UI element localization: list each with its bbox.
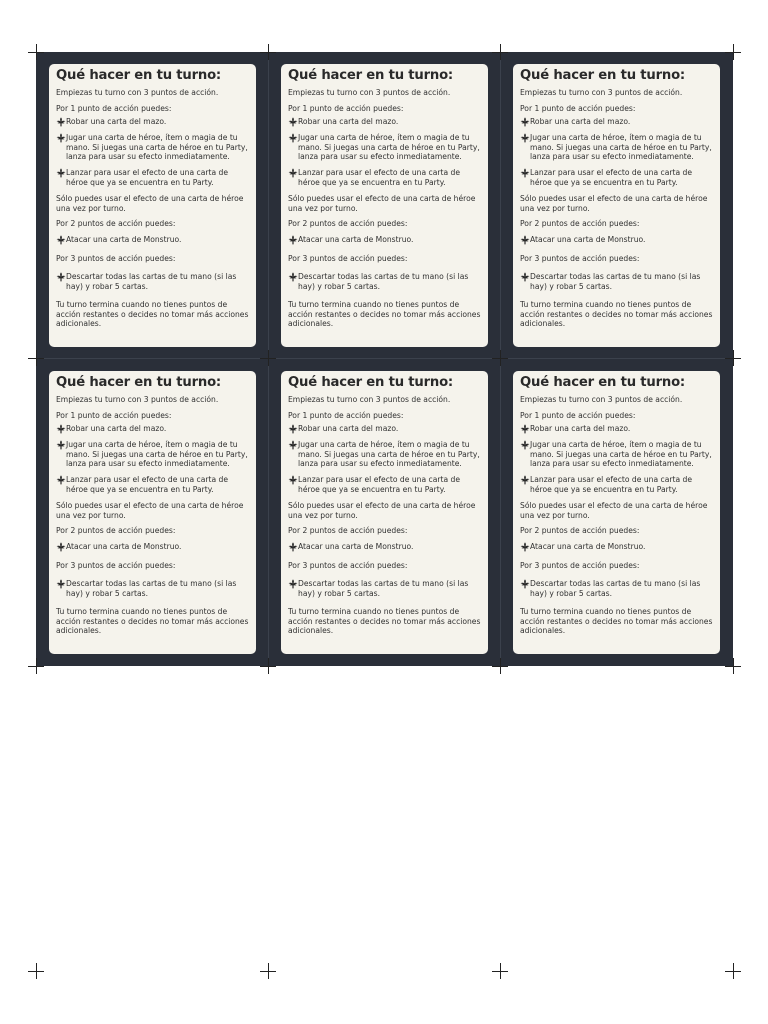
list-item <box>288 579 481 598</box>
list-item-text: Robar una carta del mazo. <box>530 117 631 127</box>
fleur-de-lis-icon <box>56 475 66 485</box>
fleur-de-lis-icon <box>56 117 66 127</box>
fleur-de-lis-icon <box>520 235 530 245</box>
intro-text: Empiezas tu turno con 3 puntos de acción. <box>56 88 219 97</box>
three-points-heading: Por 3 puntos de acción puedes: <box>56 560 176 570</box>
crop-mark-icon <box>260 350 276 366</box>
list-item <box>56 168 249 187</box>
two-points-heading: Por 2 puntos de acción puedes: <box>56 219 176 229</box>
intro-text: Empiezas tu turno con 3 puntos de acción. <box>520 395 683 404</box>
list-item-text: Descartar todas las cartas de tu mano (si las hay) y robar 5 cartas. <box>298 579 469 598</box>
rule-card <box>49 371 256 654</box>
fleur-de-lis-icon <box>56 440 66 450</box>
fleur-de-lis-icon <box>288 424 298 434</box>
rule-card <box>513 371 720 654</box>
fleur-de-lis-icon <box>288 579 298 589</box>
fleur-de-lis-icon <box>520 475 530 485</box>
fleur-de-lis-icon <box>56 542 66 552</box>
one-point-heading: Por 1 punto de acción puedes: <box>56 103 172 113</box>
rule-card <box>281 371 488 654</box>
list-item-text: Atacar una carta de Monstruo. <box>66 542 182 552</box>
intro-text: Empiezas tu turno con 3 puntos de acción. <box>288 88 451 97</box>
fleur-de-lis-icon <box>56 133 66 143</box>
three-points-heading: Por 3 puntos de acción puedes: <box>288 253 408 263</box>
fleur-de-lis-icon <box>520 117 530 127</box>
list-item <box>56 133 249 162</box>
list-item <box>520 235 713 245</box>
once-per-turn-note: Sólo puedes usar el efecto de una carta de héroe una vez por turno. <box>520 193 708 213</box>
once-per-turn-note: Sólo puedes usar el efecto de una carta de héroe una vez por turno. <box>56 193 244 213</box>
list-item-text: Jugar una carta de héroe, ítem o magia de tu mano. Si juegas una carta de héroe en tu Party, lanza para usar su efecto inmediatamente. <box>298 440 480 469</box>
fleur-de-lis-icon <box>288 117 298 127</box>
fleur-de-lis-icon <box>288 235 298 245</box>
card-title: Qué hacer en tu turno: <box>288 68 454 83</box>
closing-text: Tu turno termina cuando no tienes puntos de acción restantes o decides no tomar más acciones adicionales. <box>520 607 713 636</box>
crop-mark-icon <box>725 658 741 674</box>
list-item-text: Jugar una carta de héroe, ítem o magia de tu mano. Si juegas una carta de héroe en tu Party, lanza para usar su efecto inmediatamente. <box>298 133 480 162</box>
fleur-de-lis-icon <box>56 235 66 245</box>
closing-text: Tu turno termina cuando no tienes puntos de acción restantes o decides no tomar más acciones adicionales. <box>56 300 249 329</box>
card-title: Qué hacer en tu turno: <box>56 68 222 83</box>
list-item <box>520 440 713 469</box>
fleur-de-lis-icon <box>520 440 530 450</box>
list-item-text: Robar una carta del mazo. <box>66 117 167 127</box>
list-item-text: Robar una carta del mazo. <box>298 117 399 127</box>
crop-mark-icon <box>260 963 276 979</box>
card-title: Qué hacer en tu turno: <box>520 68 686 83</box>
card-title: Qué hacer en tu turno: <box>56 375 222 390</box>
list-item-text: Jugar una carta de héroe, ítem o magia de tu mano. Si juegas una carta de héroe en tu Party, lanza para usar su efecto inmediatamente. <box>66 440 248 469</box>
rule-card <box>513 64 720 347</box>
list-item-text: Atacar una carta de Monstruo. <box>530 542 646 552</box>
fleur-de-lis-icon <box>288 440 298 450</box>
closing-text: Tu turno termina cuando no tienes puntos de acción restantes o decides no tomar más acciones adicionales. <box>288 607 481 636</box>
list-item <box>520 133 713 162</box>
list-item <box>520 579 713 598</box>
list-item-text: Jugar una carta de héroe, ítem o magia de tu mano. Si juegas una carta de héroe en tu Party, lanza para usar su efecto inmediatamente. <box>530 133 712 162</box>
fleur-de-lis-icon <box>56 168 66 178</box>
list-item <box>56 579 249 598</box>
one-point-heading: Por 1 punto de acción puedes: <box>288 103 404 113</box>
intro-text: Empiezas tu turno con 3 puntos de acción. <box>56 395 219 404</box>
crop-mark-icon <box>725 350 741 366</box>
list-item <box>56 117 249 127</box>
one-point-heading: Por 1 punto de acción puedes: <box>288 410 404 420</box>
list-item-text: Robar una carta del mazo. <box>530 424 631 434</box>
crop-mark-icon <box>28 350 44 366</box>
list-item-text: Lanzar para usar el efecto de una carta de héroe que ya se encuentra en tu Party. <box>530 168 693 187</box>
three-points-heading: Por 3 puntos de acción puedes: <box>520 253 640 263</box>
one-point-heading: Por 1 punto de acción puedes: <box>520 410 636 420</box>
crop-mark-icon <box>28 963 44 979</box>
list-item-text: Atacar una carta de Monstruo. <box>66 235 182 245</box>
list-item <box>288 235 481 245</box>
list-item-text: Descartar todas las cartas de tu mano (si las hay) y robar 5 cartas. <box>66 272 237 291</box>
two-points-heading: Por 2 puntos de acción puedes: <box>520 526 640 536</box>
fleur-de-lis-icon <box>520 579 530 589</box>
fleur-de-lis-icon <box>288 168 298 178</box>
list-item <box>520 168 713 187</box>
list-item <box>520 475 713 494</box>
list-item <box>520 272 713 291</box>
once-per-turn-note: Sólo puedes usar el efecto de una carta de héroe una vez por turno. <box>520 500 708 520</box>
crop-mark-icon <box>28 44 44 60</box>
once-per-turn-note: Sólo puedes usar el efecto de una carta de héroe una vez por turno. <box>56 500 244 520</box>
fleur-de-lis-icon <box>520 133 530 143</box>
closing-text: Tu turno termina cuando no tienes puntos de acción restantes o decides no tomar más acciones adicionales. <box>520 300 713 329</box>
list-item-text: Lanzar para usar el efecto de una carta de héroe que ya se encuentra en tu Party. <box>298 475 461 494</box>
crop-mark-icon <box>28 658 44 674</box>
cut-line <box>36 358 733 359</box>
list-item <box>288 168 481 187</box>
list-item <box>288 475 481 494</box>
three-points-heading: Por 3 puntos de acción puedes: <box>56 253 176 263</box>
fleur-de-lis-icon <box>56 272 66 282</box>
list-item-text: Descartar todas las cartas de tu mano (si las hay) y robar 5 cartas. <box>298 272 469 291</box>
two-points-heading: Por 2 puntos de acción puedes: <box>288 526 408 536</box>
fleur-de-lis-icon <box>288 272 298 282</box>
rule-card <box>281 64 488 347</box>
crop-mark-icon <box>725 44 741 60</box>
list-item-text: Atacar una carta de Monstruo. <box>530 235 646 245</box>
fleur-de-lis-icon <box>288 133 298 143</box>
list-item <box>56 542 249 552</box>
closing-text: Tu turno termina cuando no tienes puntos de acción restantes o decides no tomar más acciones adicionales. <box>288 300 481 329</box>
crop-mark-icon <box>492 350 508 366</box>
card-title: Qué hacer en tu turno: <box>288 375 454 390</box>
two-points-heading: Por 2 puntos de acción puedes: <box>520 219 640 229</box>
one-point-heading: Por 1 punto de acción puedes: <box>56 410 172 420</box>
fleur-de-lis-icon <box>56 424 66 434</box>
rule-card <box>49 64 256 347</box>
fleur-de-lis-icon <box>288 542 298 552</box>
list-item <box>56 440 249 469</box>
crop-mark-icon <box>492 44 508 60</box>
list-item-text: Robar una carta del mazo. <box>66 424 167 434</box>
list-item <box>56 235 249 245</box>
list-item <box>520 542 713 552</box>
once-per-turn-note: Sólo puedes usar el efecto de una carta de héroe una vez por turno. <box>288 500 476 520</box>
fleur-de-lis-icon <box>288 475 298 485</box>
list-item <box>520 424 713 434</box>
card-title: Qué hacer en tu turno: <box>520 375 686 390</box>
fleur-de-lis-icon <box>520 542 530 552</box>
crop-mark-icon <box>260 658 276 674</box>
crop-mark-icon <box>492 658 508 674</box>
list-item-text: Robar una carta del mazo. <box>298 424 399 434</box>
list-item-text: Descartar todas las cartas de tu mano (si las hay) y robar 5 cartas. <box>530 272 701 291</box>
crop-mark-icon <box>260 44 276 60</box>
list-item-text: Descartar todas las cartas de tu mano (si las hay) y robar 5 cartas. <box>530 579 701 598</box>
list-item <box>56 272 249 291</box>
list-item <box>288 440 481 469</box>
crop-mark-icon <box>492 963 508 979</box>
fleur-de-lis-icon <box>520 272 530 282</box>
list-item-text: Lanzar para usar el efecto de una carta de héroe que ya se encuentra en tu Party. <box>530 475 693 494</box>
crop-mark-icon <box>725 963 741 979</box>
three-points-heading: Por 3 puntos de acción puedes: <box>288 560 408 570</box>
closing-text: Tu turno termina cuando no tienes puntos de acción restantes o decides no tomar más acciones adicionales. <box>56 607 249 636</box>
list-item <box>56 475 249 494</box>
list-item <box>288 424 481 434</box>
list-item <box>288 117 481 127</box>
list-item-text: Descartar todas las cartas de tu mano (si las hay) y robar 5 cartas. <box>66 579 237 598</box>
list-item-text: Jugar una carta de héroe, ítem o magia de tu mano. Si juegas una carta de héroe en tu Party, lanza para usar su efecto inmediatamente. <box>66 133 248 162</box>
list-item-text: Jugar una carta de héroe, ítem o magia de tu mano. Si juegas una carta de héroe en tu Party, lanza para usar su efecto inmediatamente. <box>530 440 712 469</box>
one-point-heading: Por 1 punto de acción puedes: <box>520 103 636 113</box>
list-item <box>288 272 481 291</box>
fleur-de-lis-icon <box>520 424 530 434</box>
two-points-heading: Por 2 puntos de acción puedes: <box>56 526 176 536</box>
list-item <box>288 133 481 162</box>
list-item <box>56 424 249 434</box>
list-item-text: Lanzar para usar el efecto de una carta de héroe que ya se encuentra en tu Party. <box>66 475 229 494</box>
two-points-heading: Por 2 puntos de acción puedes: <box>288 219 408 229</box>
list-item-text: Atacar una carta de Monstruo. <box>298 542 414 552</box>
intro-text: Empiezas tu turno con 3 puntos de acción. <box>520 88 683 97</box>
three-points-heading: Por 3 puntos de acción puedes: <box>520 560 640 570</box>
list-item <box>520 117 713 127</box>
list-item <box>288 542 481 552</box>
intro-text: Empiezas tu turno con 3 puntos de acción. <box>288 395 451 404</box>
fleur-de-lis-icon <box>520 168 530 178</box>
list-item-text: Atacar una carta de Monstruo. <box>298 235 414 245</box>
fleur-de-lis-icon <box>56 579 66 589</box>
list-item-text: Lanzar para usar el efecto de una carta de héroe que ya se encuentra en tu Party. <box>298 168 461 187</box>
list-item-text: Lanzar para usar el efecto de una carta de héroe que ya se encuentra en tu Party. <box>66 168 229 187</box>
once-per-turn-note: Sólo puedes usar el efecto de una carta de héroe una vez por turno. <box>288 193 476 213</box>
